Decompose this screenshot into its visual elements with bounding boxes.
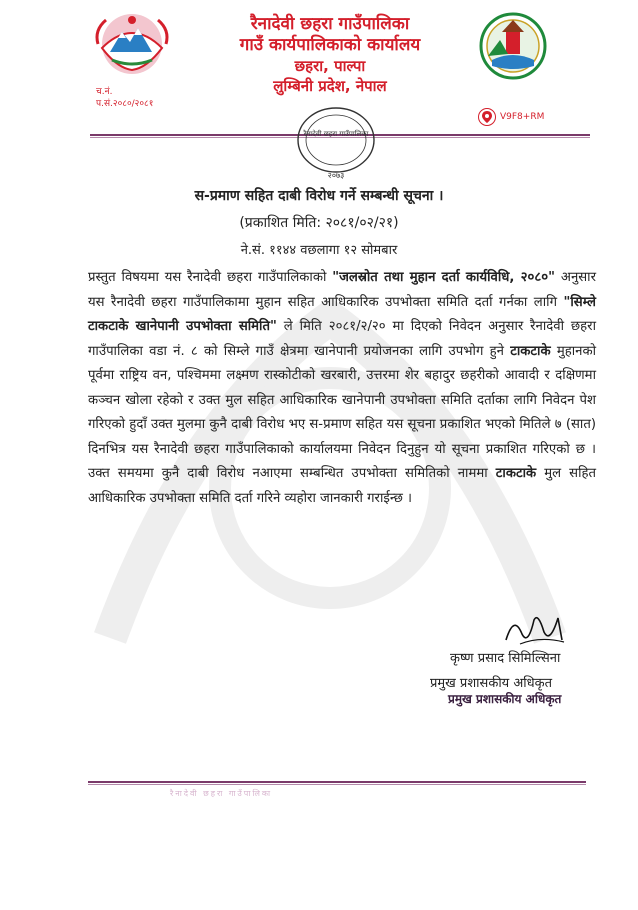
dispatch-number-label: च.नं. (96, 87, 113, 97)
body-bold-procedure: "जलस्रोत तथा मुहान दर्ता कार्यविधि, २०८०" (332, 270, 555, 285)
plus-code-text: V9F8+RM (500, 112, 545, 122)
body-bold-source: टाकटाके (510, 343, 551, 359)
nepal-emblem-logo (92, 8, 172, 78)
office-province: लुम्बिनी प्रदेश, नेपाल (273, 77, 387, 95)
footer-divider-thin (88, 784, 586, 785)
body-text-5: मुल सहित आधिकारिक उपभोक्ता समिति दर्ता गरिने व्यहोरा जानकारी गराईन्छ । (88, 466, 597, 506)
municipality-logo (478, 10, 548, 82)
nepal-sambat-date: ने.सं. ११४४ वछलागा १२ सोमबार (240, 243, 398, 258)
signer-post: प्रमुख प्रशासकीय अधिकृत (430, 676, 553, 691)
stamp-number: २०७३ (327, 171, 345, 180)
letter-number: प.सं.२०८०/२०८१ (96, 99, 154, 109)
stamp-text: रैनादेवी छहरा गाउँपालिका (303, 130, 369, 138)
body-text-4: मुहानको पूर्वमा राष्ट्रिय वन, पश्चिममा लक्ष्मण रास्कोटीको खरबारी, उत्तरमा शेर बहादुर छहरीको आवादी र दक्षिणमा कञ्चन खोला रहेको र उक्त मुल सहित आधिकारिक खानेपानी उपभोक्ता समिति दर्ताका लागि निवेदन पेश गरिएको हुदाँ उक्त मुलमा कुनै दाबी विरोध भए स-प्रमाण सहित यस सूचना प्रकाशित भएको मितिले ७ (सात) दिनभित्र यस रैनादेवी छहरा गाउँपालिकाको कार्यालयमा निवेदन दिनुहुन यो सूचना प्रकाशित गरिएको छ । उक्त समयमा कुनै दाबी विरोध नआएमा सम्बन्धित उपभोक्ता समितिको नाममा (88, 343, 596, 481)
body-text-2: अनुसार यस रैनादेवी छहरा गाउँपालिकामा मुहान सहित आधिकारिक उपभोक्ता समिति दर्ता गर्नका लागि (88, 270, 596, 310)
office-header (190, 14, 470, 96)
signer-post-stamp: प्रमुख प्रशासकीय अधिकृत (448, 692, 562, 706)
office-address: छहरा, पाल्पा (294, 57, 366, 75)
location-code (478, 108, 544, 126)
office-stamp (290, 104, 382, 182)
body-bold-committee: "सिम्ले टाकटाके खानेपानी उपभोक्ता समिति" (88, 294, 596, 334)
reference-block (96, 86, 153, 110)
location-pin-icon (478, 108, 496, 126)
signer-name: कृष्ण प्रसाद सिमिल्सिना (450, 651, 561, 666)
notice-title: स-प्रमाण सहित दाबी विरोध गर्ने सम्बन्धी सूचना । (194, 188, 444, 204)
office-name: गाउँ कार्यपालिकाको कार्यालय (239, 35, 421, 55)
municipality-name: रैनादेवी छहरा गाउँपालिका (250, 14, 410, 34)
body-text-1: प्रस्तुत विषयमा यस रैनादेवी छहरा गाउँपालिकाको (88, 270, 333, 285)
footer-text: रैनादेवी छहरा गाउँपालिका (170, 789, 273, 798)
footer-divider (88, 781, 586, 783)
body-bold-source-2: टाकटाके (495, 466, 537, 481)
handwritten-signature (500, 610, 570, 650)
published-date: (प्रकाशित मिति: २०८१/०२/२१) (239, 215, 399, 231)
body-text-3: ले मिति २०८१/२/२० मा दिएको निवेदन अनुसार रैनादेवी छहरा गाउँपालिका वडा नं. ८ को सिम्ले गाउँ क्षेत्रमा खानेपानी प्रयोजनका लागि उपभोग हुने (88, 319, 596, 359)
notice-body (88, 266, 596, 511)
